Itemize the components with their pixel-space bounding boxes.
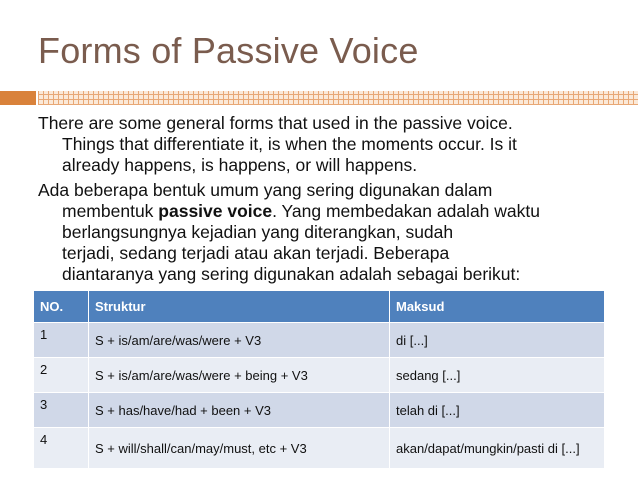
table-row	[34, 428, 605, 469]
cell-struktur: S + is/am/are/was/were + being + V3	[89, 358, 390, 393]
paragraph-line: diantaranya yang sering digunakan adalah sebagai berikut:	[62, 264, 521, 284]
text-run: membentuk	[62, 201, 159, 221]
cell-no: 2	[34, 358, 89, 393]
paragraph-line: already happens, is happens, or will happens.	[62, 155, 418, 175]
paragraph-line: Things that differentiate it, is when the moments occur. Is it	[62, 134, 517, 154]
table-header-row	[34, 291, 605, 323]
cell-maksud: di [...]	[390, 323, 605, 358]
cell-no: 3	[34, 393, 89, 428]
paragraph-line: berlangsungnya kejadian yang diterangkan, sudah	[62, 222, 454, 242]
paragraph-line	[38, 201, 598, 222]
slide-title: Forms of Passive Voice	[38, 30, 419, 71]
title-divider-bar	[38, 91, 638, 105]
cell-struktur: S + will/shall/can/may/must, etc + V3	[89, 428, 390, 469]
cell-no: 4	[34, 428, 89, 469]
cell-no: 1	[34, 323, 89, 358]
header-struktur: Struktur	[89, 291, 390, 323]
table-row	[34, 358, 605, 393]
cell-maksud: sedang [...]	[390, 358, 605, 393]
header-maksud: Maksud	[390, 291, 605, 323]
cell-struktur: S + has/have/had + been + V3	[89, 393, 390, 428]
title-accent-bar	[0, 91, 36, 105]
header-no: NO.	[34, 291, 89, 323]
passive-forms-table	[33, 290, 605, 469]
paragraph-line: There are some general forms that used in the passive voice.	[38, 113, 513, 133]
cell-struktur: S + is/am/are/was/were + V3	[89, 323, 390, 358]
paragraph-line: terjadi, sedang terjadi atau akan terjadi. Beberapa	[62, 243, 450, 263]
cell-maksud: telah di [...]	[390, 393, 605, 428]
cell-maksud: akan/dapat/mungkin/pasti di [...]	[390, 428, 605, 469]
paragraph-english	[38, 113, 598, 176]
paragraph-line: Ada beberapa bentuk umum yang sering digunakan dalam	[38, 180, 493, 200]
paragraph-indonesian	[38, 180, 598, 285]
table-row	[34, 393, 605, 428]
text-run: . Yang membedakan adalah waktu	[272, 201, 540, 221]
table-row	[34, 323, 605, 358]
emphasis-passive-voice: passive voice	[158, 201, 273, 221]
